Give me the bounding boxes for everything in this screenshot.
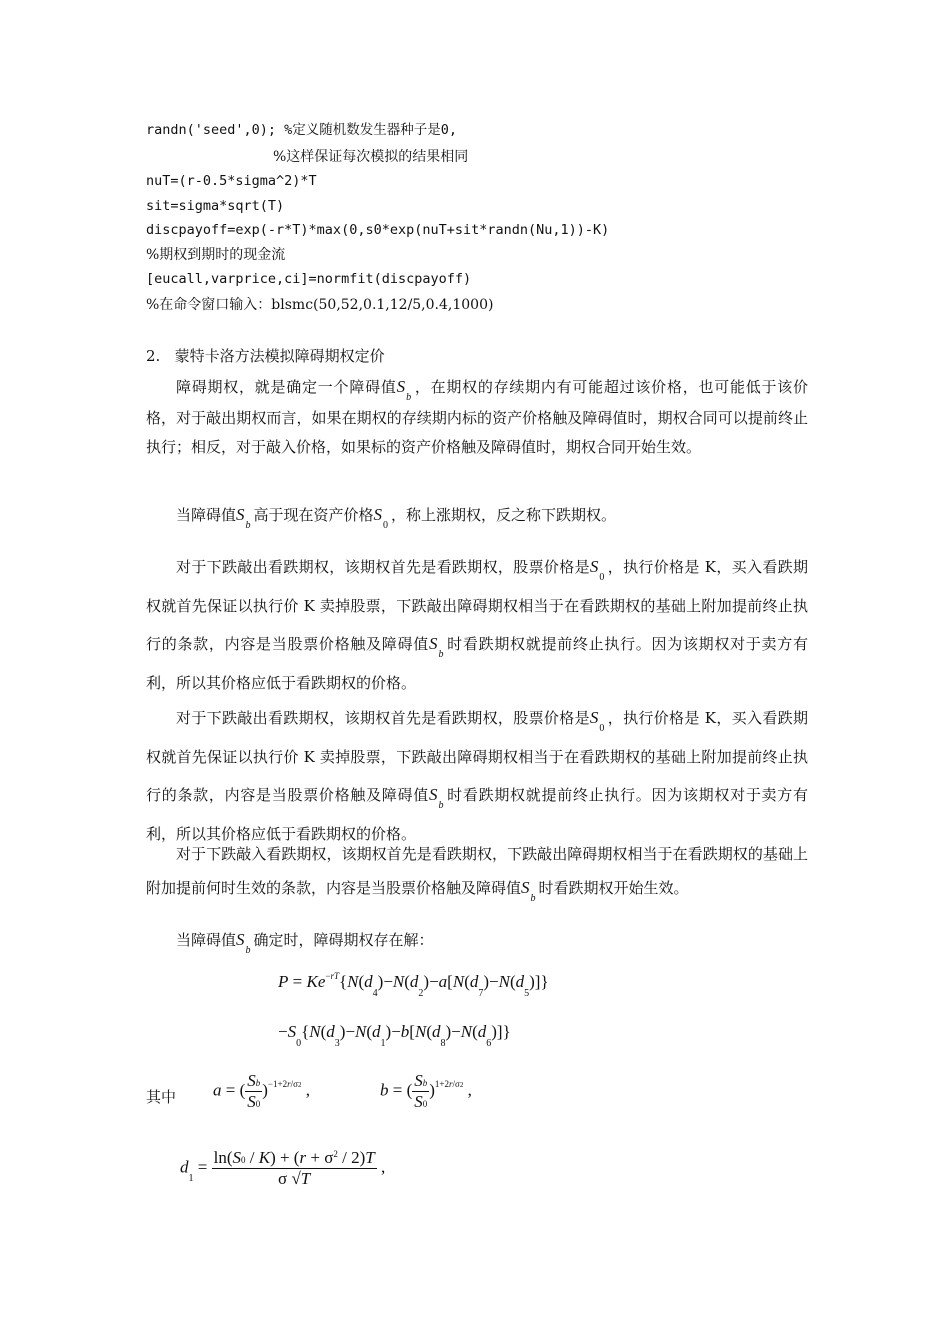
symbol-s: S [589,708,599,727]
formula-line-1: $P = Ke^{-rT}\{N(d_4)-N(d_2)-a[N(d_7)-N(d_5)]\}$ [278,971,549,999]
symbol-s: S [236,930,245,949]
text: 对于下跌敲出看跌期权，该期权首先是看跌期权，股票价格是 [176,558,590,576]
subscript: b [530,893,536,904]
section-heading [146,345,385,366]
text: 当障碍值 [176,931,237,949]
section-title: 蒙特卡洛方法模拟障碍期权定价 [174,347,385,365]
symbol-s: S [396,377,406,396]
code-line [146,248,285,263]
text: 障碍期权，就是确定一个障碍值 [176,378,397,396]
fraction: $\frac{\ln(S0 / K) + (r + \sigma^2 / 2)T}{\sigma √T}$ [213,1148,375,1188]
symbol-s: S [589,557,599,576]
code-comment: %在命令窗口输入：blsmc(50,52,0.1,12/5,0.4,1000) [146,297,494,313]
text: 对于下跌敲出看跌期权，该期权首先是看跌期权，股票价格是 [176,709,590,727]
subscript: b [245,945,251,956]
paragraph [146,925,808,957]
where-label: 其中 [146,1088,177,1106]
text: 时看跌期权开始生效。 [538,879,689,897]
paragraph [146,500,808,532]
code-comment: %这样保证每次模拟的结果相同 [273,149,469,165]
symbol-s: S [373,505,383,524]
text: ，执行价格是 K，买入看跌期权就首先保证以执行价 K 卖掉股票，下跌敲出障碍期权相当于在看跌期权的基础上附加提前终止执行的条款，内容是当股票价格触及障碍值 [146,709,808,804]
text: 时看跌期权就提前终止执行。因为该期权对于卖方有利，所以其价格应低于看跌期权的价格。 [146,635,808,692]
subscript: b [438,649,444,660]
section-number: 2. [146,347,161,365]
code-line: discpayoff=exp(-r*T)*max(0,s0*exp(nuT+sit*randn(Nu,1))-K) [146,222,610,238]
paragraph [146,837,808,908]
code-line: nuT=(r-0.5*sigma^2)*T [146,173,317,189]
code-line [146,298,493,313]
subscript: b [406,392,412,403]
subscript: b [245,520,251,531]
text: 高于现在资产价格 [253,506,374,524]
code-line: [eucall,varprice,ci]=normfit(discpayoff) [146,271,472,287]
formula-a: a = ( $\frac{Sb}{S0}$ )$^{-1+2r/\sigma 2}$ , [213,1071,310,1111]
formula-d1: $d_1$ = $\frac{\ln(S0 / K) + (r + \sigma^2 / 2)T}{\sigma √T}$ , [180,1148,386,1188]
symbol-s: S [428,634,438,653]
code-line [273,150,468,165]
subscript: 0 [599,723,605,734]
formula-line-2: $-S_0\{N(d_3)-N(d_1)-b[N(d_8)-N(d_6)]\}$ [278,1022,511,1049]
paragraph [146,372,808,462]
fraction: $\frac{Sb}{S0}$ [414,1071,428,1111]
symbol-s: S [521,878,530,897]
symbol-s: S [236,505,245,524]
symbol-s: S [428,785,438,804]
text: 确定时，障碍期权存在解： [253,931,434,949]
text: ，执行价格是 K，买入看跌期权就首先保证以执行价 K 卖掉股票，下跌敲出障碍期权相当于在看跌期权的基础上附加提前终止执行的条款，内容是当股票价格触及障碍值 [146,558,808,653]
paragraph [146,699,808,853]
formula-b: b = ( $\frac{Sb}{S0}$ )$^{1+2r/\sigma 2}$ , [380,1071,472,1111]
text: 当障碍值 [176,506,237,524]
code-line: sit=sigma*sqrt(T) [146,198,285,214]
text: 时看跌期权就提前终止执行。因为该期权对于卖方有利，所以其价格应低于看跌期权的价格。 [146,786,808,843]
subscript: 0 [383,520,389,531]
text: 对于下跌敲入看跌期权，该期权首先是看跌期权，下跌敲出障碍期权相当于在看跌期权的基础上附加提前何时生效的条款，内容是当股票价格触及障碍值 [146,845,808,897]
code-line: randn('seed',0); %定义随机数发生器种子是0, [146,122,458,138]
code-comment: %期权到期时的现金流 [146,247,286,263]
text: ，在期权的存续期内有可能超过该价格，也可能低于该价格，对于敲出期权而言，如果在期权的存续期内标的资产价格触及障碍值时，期权合同可以提前终止执行；相反，对于敲入价格，如果标的资产价格触及障碍值时，期权合同开始生效。 [146,378,808,456]
subscript: 0 [599,572,605,583]
fraction: $\frac{Sb}{S0}$ [247,1071,261,1111]
text: ，称上涨期权，反之称下跌期权。 [391,506,617,524]
paragraph [146,548,808,702]
subscript: b [438,800,444,811]
